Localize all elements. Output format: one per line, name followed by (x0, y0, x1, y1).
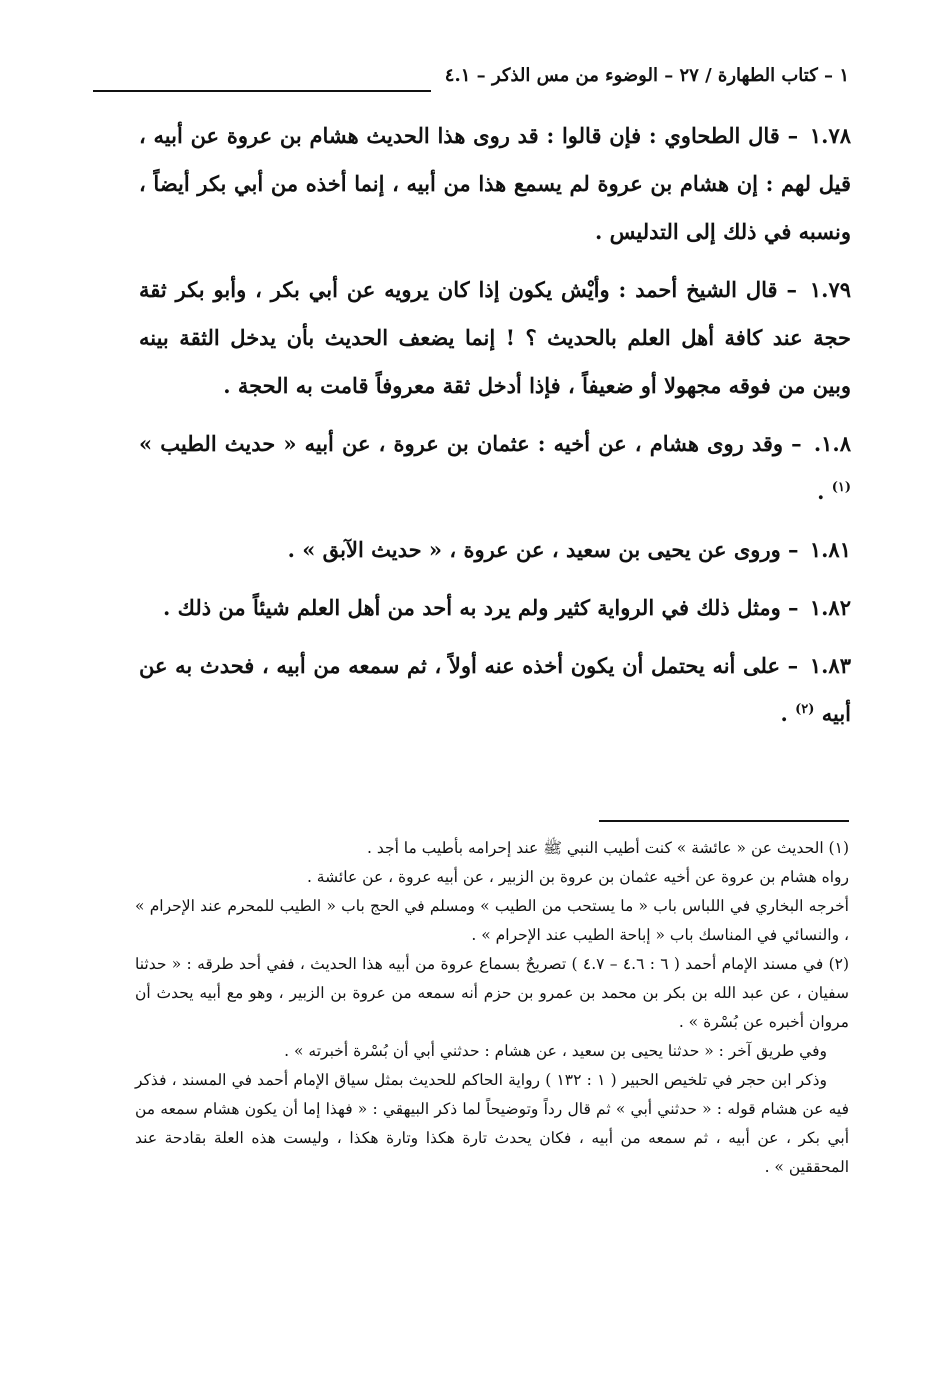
running-header (93, 60, 849, 96)
paragraph-1079 (139, 266, 851, 410)
paragraph-number: ١.٨١ (809, 537, 851, 562)
paragraph-tail: . (817, 479, 832, 504)
footnote-2-line-3: وذكر ابن حجر في تلخيص الحبير ( ١ : ١٣٢ ) رواية الحاكم للحديث بمثل سياق الإمام أحمد في المسند ، فذكر فيه عن هشام قوله : « حدثني أبي » ثم قال رداً وتوضيحاً لما ذكر البيهقي : « فهذا إما أن يكون هشام سمعه من أبي بكر ، عن أبيه ، ثم سمعه من أبيه ، فكان يحدث تارة هكذا وتارة هكذا ، وليست هذه العلة بقادحة عند المحققين » . (135, 1071, 849, 1176)
paragraph-1082 (139, 584, 851, 632)
paragraph-text: – وروى عن يحيى بن سعيد ، عن عروة ، « حديث الآبق » . (287, 537, 799, 562)
footnote-2: (٢) في مسند الإمام أحمد ( ٦ : ٤.٦ – ٤.٧ ) تصريحٌ بسماع عروة من أبيه هذا الحديث ، ففي أحد طرقه : « حدثنا سفيان ، عن عبد الله بن بكر بن محمد بن عمرو بن حزم أنه سمعه من عروة بن الزبير ، وهو مع أبيه يحدث أن مروان أخبره عن بُسْرة » . (135, 955, 850, 1031)
paragraph-number: ١.٨. (813, 431, 851, 456)
paragraph-1078 (139, 112, 851, 256)
main-text (139, 112, 851, 748)
paragraph-number: ١.٨٣ (809, 653, 851, 678)
paragraph-1083 (139, 642, 851, 738)
footnotes (135, 834, 849, 1182)
paragraph-1080 (139, 420, 851, 516)
footnote-separator (599, 820, 849, 822)
paragraph-text: – ومثل ذلك في الرواية كثير ولم يرد به أحد من أهل العلم شيئاً من ذلك . (163, 595, 799, 620)
footnote-ref-2[interactable]: (٢) (795, 702, 815, 717)
paragraph-number: ١.٨٢ (809, 595, 851, 620)
paragraph-number: ١.٧٨ (809, 123, 852, 148)
footnote-1-line-3: أخرجه البخاري في اللباس باب « ما يستحب من الطيب » ومسلم في الحج باب « الطيب للمحرم عند الإحرام » ، والنسائي في المناسك باب « إباحة الطيب عند الإحرام » . (135, 897, 849, 944)
paragraph-text: – قال الطحاوي : فإن قالوا : قد روى هذا الحديث هشام بن عروة عن أبيه ، قيل لهم : إن هشام بن عروة لم يسمع هذا من أبيه ، إنما أخذه من أبي بكر أيضاً ، ونسبه في ذلك إلى التدليس . (139, 123, 851, 244)
paragraph-1081 (139, 526, 851, 574)
paragraph-number: ١.٧٩ (809, 277, 852, 302)
footnote-1: (١) الحديث عن « عائشة » كنت أطيب النبي ﷺ عند إحرامه بأطيب ما أجد . (367, 839, 849, 857)
footnote-1-line-2: رواه هشام بن عروة عن أخيه عثمان بن عروة بن الزبير ، عن أبيه عروة ، عن عائشة . (306, 868, 849, 886)
paragraph-text: – قال الشيخ أحمد : وأيْش يكون إذا كان يرويه عن أبي بكر ، وأبو بكر ثقة حجة عند كافة أهل العلم بالحديث ؟ ! إنما يضعف الحديث بأن يدخل الثقة بينه وبين من فوقه مجهولا أو ضعيفاً ، فإذا أدخل ثقة معروفاً قامت به الحجة . (139, 277, 851, 398)
footnote-ref-1[interactable]: (١) (831, 480, 851, 495)
header-rule (93, 90, 431, 92)
header-title: ١ – كتاب الطهارة / ٢٧ – الوضوء من مس الذكر – ٤.١ (444, 65, 849, 86)
paragraph-tail: . (780, 701, 796, 726)
footnote-2-line-2: وفي طريق آخر : « حدثنا يحيى بن سعيد ، عن هشام : حدثني أبي أن بُسْرة أخبرته » . (284, 1042, 827, 1060)
paragraph-text: – على أنه يحتمل أن يكون أخذه عنه أولاً ، ثم سمعه من أبيه ، فحدث به عن أبيه (139, 653, 851, 726)
paragraph-text: – وقد روى هشام ، عن أخيه : عثمان بن عروة ، عن أبيه « حديث الطيب » (139, 431, 802, 456)
